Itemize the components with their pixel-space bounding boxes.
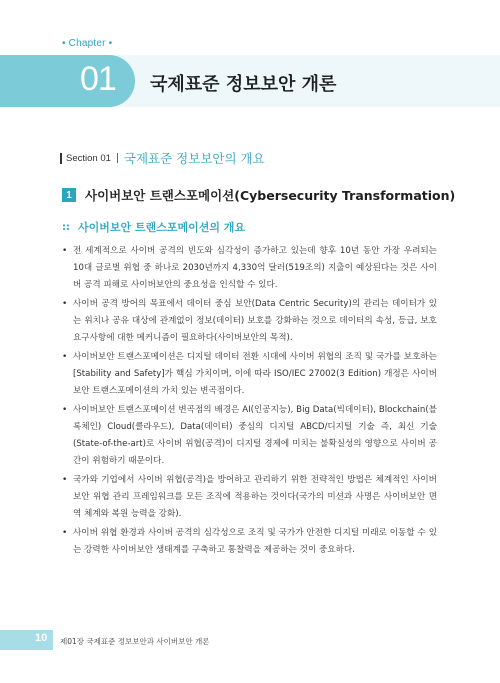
heading-level-1 (62, 186, 455, 204)
running-footer: 제01장 국제표준 정보보안과 사이버보안 개론 (60, 637, 210, 646)
bullet-text: 사이버 위협 환경과 사이버 공격의 심각성으로 조직 및 국가가 안전한 디지털 미래로 이동할 수 있는 강력한 사이버보안 생태계를 구축하고 통찰력을 제공하는 것이 중요하다. (73, 528, 437, 555)
bullet-dot-icon: • (62, 475, 68, 485)
bullet-item (62, 402, 437, 470)
bullet-item (62, 296, 437, 347)
chapter-tag: • Chapter • (62, 38, 113, 49)
bullet-text: 전 세계적으로 사이버 공격의 빈도와 심각성이 증가하고 있는데 향후 10년 동안 가장 우려되는 10대 글로벌 위협 중 하나로 2030년까지 4,330억 달러(519조의) 지출이 예상된다는 것은 사이버 공격 피해로 사이버보안의 중요성을 인식할 수 있다. (73, 246, 437, 290)
section-divider (117, 153, 118, 163)
bullet-list (62, 243, 437, 561)
bullet-text: 사이버 공격 방어의 목표에서 데이터 중심 보안(Data Centric Security)의 관리는 데이터가 있는 위치나 공유 대상에 관계없이 정보(데이터) 보호를 강화하는 것으로 데이터의 속성, 등급, 보호 요구사항에 대한 메커니즘이 필요하다(사이버보안의 목적). (73, 299, 437, 343)
bullet-dot-icon: • (62, 405, 68, 415)
bullet-dot-icon: • (62, 352, 68, 362)
section-label: Section 01 (60, 153, 117, 164)
section-title: 국제표준 정보보안의 개요 (123, 151, 265, 166)
section-heading (60, 150, 265, 166)
chapter-number: 01 (80, 60, 116, 98)
bullet-item (62, 525, 437, 559)
heading-number-badge: 1 (62, 188, 76, 202)
bullet-dot-icon: • (62, 528, 68, 538)
heading-level-1-text: 사이버보안 트랜스포메이션(Cybersecurity Transformation) (85, 188, 456, 203)
chapter-title: 국제표준 정보보안 개론 (150, 74, 337, 95)
bullet-item (62, 472, 437, 523)
bullet-text: 사이버보안 트랜스포메이션 변곡점의 배경은 AI(인공지능), Big Data(빅데이터), Blockchain(블록체인) Cloud(클라우드), Data(데이터) 중심의 디지털 ABCD/디지털 기술 즉, 최신 기술(State-of-the-art)로 사이버 위협(공격)이 디지털 경제에 미치는 불확실성의 영향으로 사이버 공간이 위험하기 때문이다. (73, 405, 437, 466)
bullet-item (62, 349, 437, 400)
bullet-item (62, 243, 437, 294)
bullet-text: 사이버보안 트랜스포메이션은 디지털 데이터 전환 시대에 사이버 위협의 조직 및 국가를 보호하는 [Stability and Safety]가 핵심 가치이며, 이에 따라 ISO/IEC 27002(3 Edition) 개정은 사이버보안 트랜스포메이션의 가치 있는 변곡점이다. (73, 352, 437, 396)
bullet-dot-icon: • (62, 246, 68, 256)
heading-level-2-text: 사이버보안 트랜스포메이션의 개요 (78, 221, 246, 234)
bullet-dot-icon: • (62, 299, 68, 309)
page-number: 10 (35, 632, 48, 644)
bullet-text: 국가와 기업에서 사이버 위협(공격)을 방어하고 관리하기 위한 전략적인 방법은 체계적인 사이버보안 위협 관리 프레임워크를 모든 조직에 적용하는 것이다(국가의 미션과 사명은 사이버보안 면역 체계와 복원 능력을 강화). (73, 475, 437, 519)
heading-level-2 (62, 219, 245, 235)
heading-marker-icon: :: (62, 221, 70, 233)
